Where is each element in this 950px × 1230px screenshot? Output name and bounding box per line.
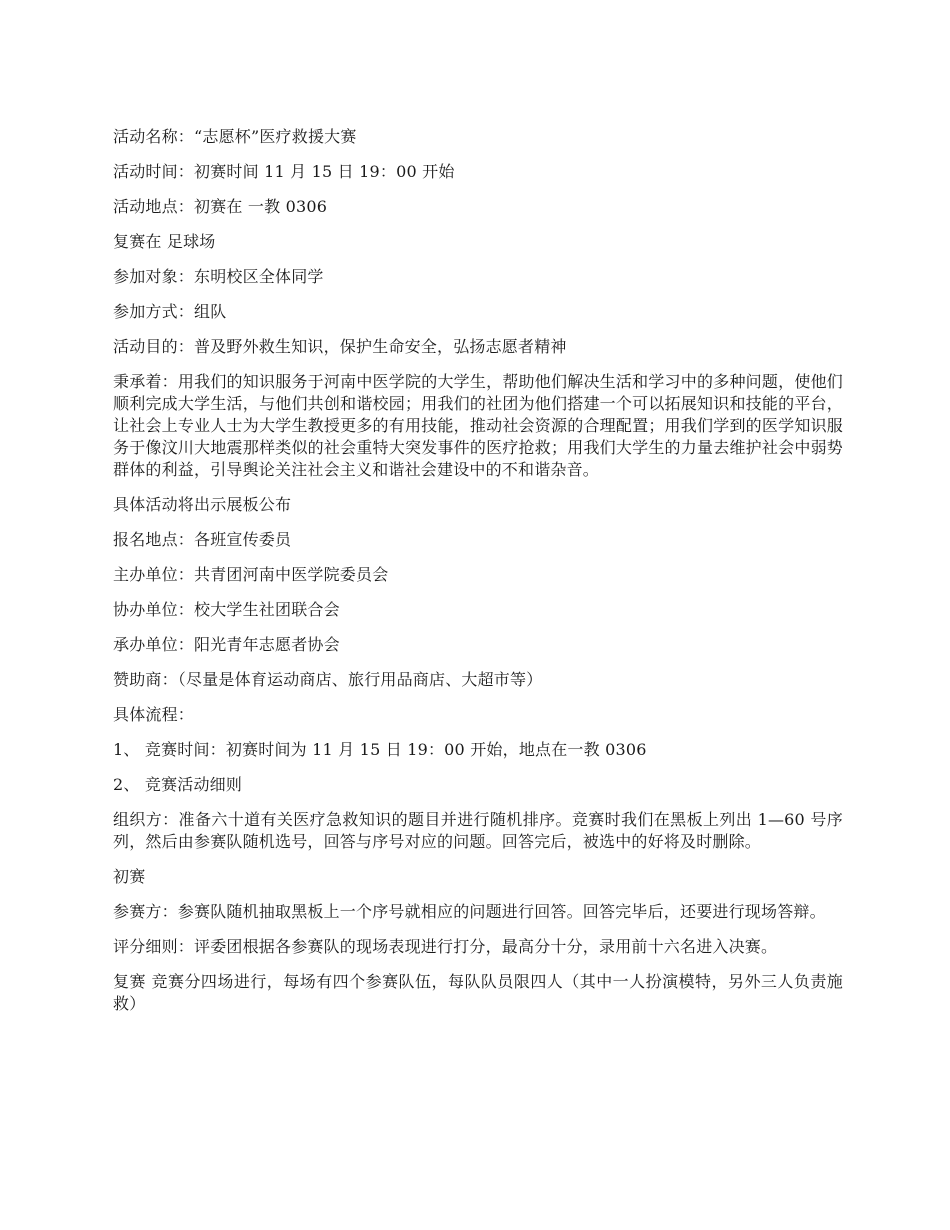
scoring-rules: 评分细则：评委团根据各参赛队的现场表现进行打分，最高分十分，录用前十六名进入决赛。 [113, 937, 778, 956]
activity-purpose: 活动目的：普及野外救生知识，保护生命安全，弘扬志愿者精神 [113, 337, 567, 356]
participation-method: 参加方式：组队 [113, 302, 227, 321]
co-organizer: 协办单位：校大学生社团联合会 [113, 600, 340, 619]
activity-location: 活动地点：初赛在 一教 0306 [113, 197, 328, 216]
process-item-2: 2、 竞赛活动细则 [113, 775, 243, 794]
semifinal-location: 复赛在 足球场 [113, 232, 216, 251]
mission-statement: 秉承着：用我们的知识服务于河南中医学院的大学生，帮助他们解决生活和学习中的多种问题，使他们顺利完成大学生活，与他们共创和谐校园；用我们的社团为他们搭建一个可以拓展知识和技能的平台，让社会上专业人士为大学生教授更多的有用技能，推动社会资源的合理配置；用我们学到的医学知识服务于像汶川大地震那样类似的社会重特大突发事件的医疗抢救；用我们大学生的力量去维护社会中弱势群体的利益，引导舆论关注社会主义和谐社会建设中的不和谐杂音。 [113, 372, 843, 479]
process-heading: 具体流程： [113, 705, 195, 724]
process-item-1: 1、 竞赛时间：初赛时间为 11 月 15 日 19：00 开始，地点在一教 0306 [113, 740, 647, 759]
activity-time: 活动时间：初赛时间 11 月 15 日 19：00 开始 [113, 162, 455, 181]
preliminary-heading: 初赛 [113, 867, 146, 886]
semifinal-rules: 复赛 竞赛分四场进行，每场有四个参赛队伍，每队队员限四人（其中一人扮演模特，另外三人负责施救） [113, 972, 843, 1013]
display-board-notice: 具体活动将出示展板公布 [113, 495, 292, 514]
sponsors: 赞助商：（尽量是体育运动商店、旅行用品商店、大超市等） [113, 670, 543, 689]
activity-name: 活动名称：“志愿杯”医疗救援大赛 [113, 127, 357, 146]
organizer-rules: 组织方：准备六十道有关医疗急救知识的题目并进行随机排序。竞赛时我们在黑板上列出 1—60 号序列，然后由参赛队随机选号，回答与序号对应的问题。回答完后，被选中的好将及时删除。 [113, 810, 843, 851]
undertaking-organization: 承办单位：阳光青年志愿者协会 [113, 635, 340, 654]
registration-location: 报名地点：各班宣传委员 [113, 530, 292, 549]
contestant-rules: 参赛方：参赛队随机抽取黑板上一个序号就相应的问题进行回答。回答完毕后，还要进行现场答辩。 [113, 902, 826, 921]
document-body [113, 126, 843, 1028]
participants: 参加对象：东明校区全体同学 [113, 267, 324, 286]
host-organization: 主办单位：共青团河南中医学院委员会 [113, 565, 389, 584]
